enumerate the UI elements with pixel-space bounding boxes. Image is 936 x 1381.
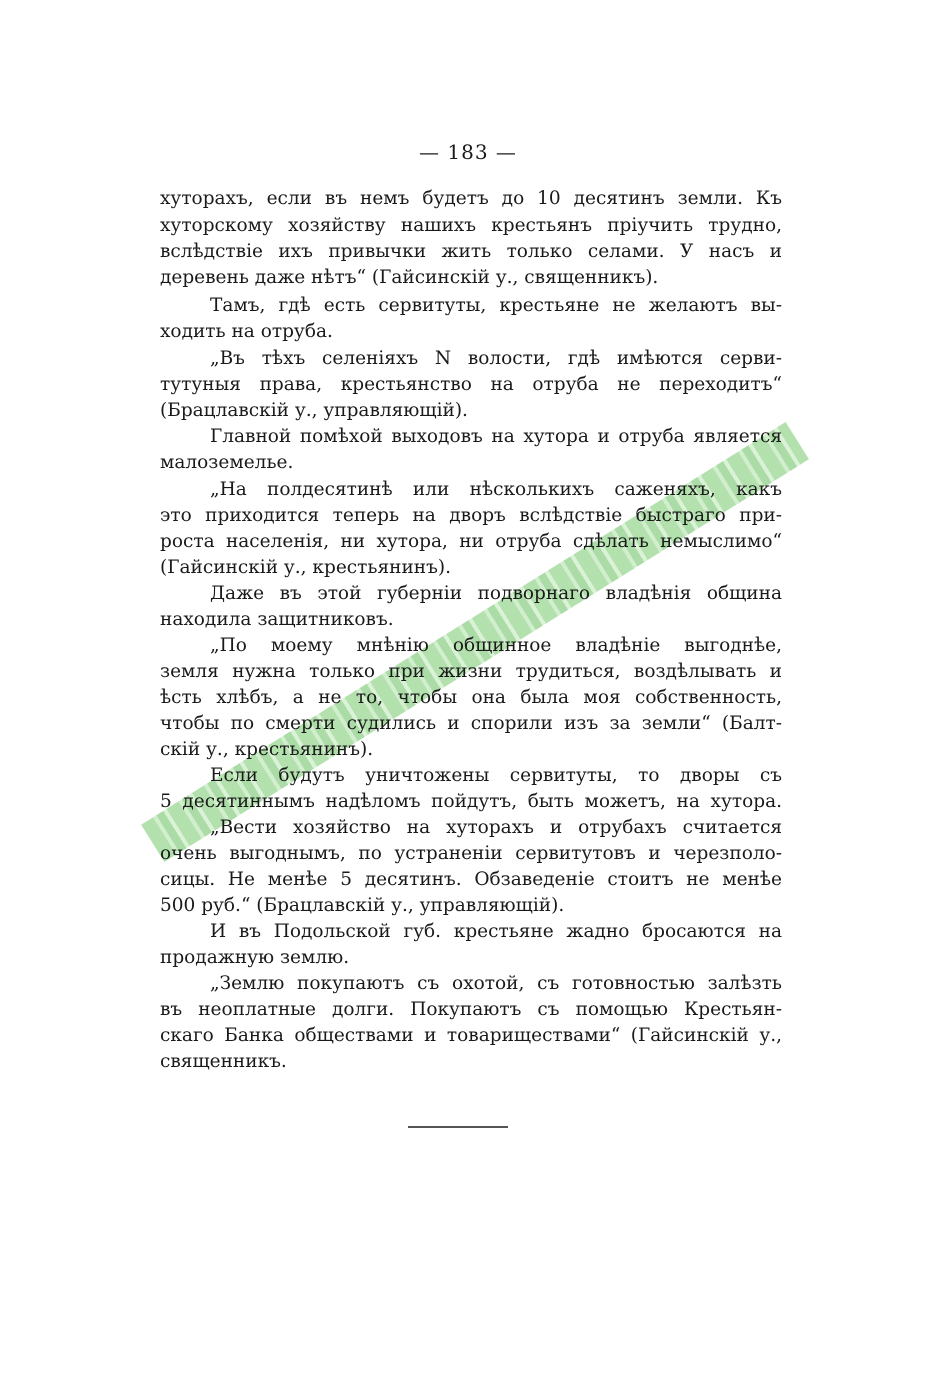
text-line: „По моему мнѣнію общинное владѣніе выгоднѣе, [210, 635, 782, 656]
text-line: „Землю покупаютъ съ охотой, съ готовностью залѣзть [210, 973, 782, 994]
text-line: очень выгоднымъ, по устраненіи сервитутовъ и черезполо- [160, 843, 782, 864]
text-line: земля нужна только при жизни трудиться, воздѣлывать и [160, 661, 782, 682]
text-line: скій у., крестьянинъ). [160, 739, 374, 760]
text-line: (Гайсинскій у., крестьянинъ). [160, 557, 451, 578]
text-line: роста населенія, ни хутора, ни отруба сдѣлать немыслимо“ [160, 531, 782, 552]
text-line: хуторскому хозяйству нашихъ крестьянъ пріучить трудно, [160, 215, 782, 236]
text-line: ходить на отруба. [160, 321, 333, 342]
text-line: 500 руб.“ (Брацлавскій у., управляющій). [160, 895, 565, 916]
text-line: (Брацлавскій у., управляющій). [160, 400, 468, 421]
text-line: „Въ тѣхъ селеніяхъ N волости, гдѣ имѣются серви- [210, 348, 782, 369]
text-line: Тамъ, гдѣ есть сервитуты, крестьяне не желаютъ вы- [210, 295, 782, 316]
text-line: малоземелье. [160, 452, 294, 473]
text-line: священникъ. [160, 1051, 287, 1072]
text-line: тутуныя права, крестьянство на отруба не переходитъ“ [160, 374, 782, 395]
text-line: въ неоплатные долги. Покупаютъ съ помощью Крестьян- [160, 999, 782, 1020]
text-line: „На полдесятинѣ или нѣсколькихъ саженяхъ, какъ [210, 479, 782, 500]
text-line: продажную землю. [160, 947, 350, 968]
text-line: хуторахъ, если въ немъ будетъ до 10 десятинъ земли. Къ [160, 188, 782, 209]
text-line: скаго Банка обществами и товариществами“ (Гайсинскій у., [160, 1025, 782, 1046]
text-line: 5 десятиннымъ надѣломъ пойдутъ, быть можетъ, на хутора. [160, 791, 782, 812]
section-end-rule [408, 1126, 508, 1128]
text-line: ѣсть хлѣбъ, а не то, чтобы она была моя собственность, [160, 687, 782, 708]
page-number: — 183 — [419, 140, 517, 164]
text-line: „Вести хозяйство на хуторахъ и отрубахъ считается [210, 817, 782, 838]
text-line: И въ Подольской губ. крестьяне жадно бросаются на [210, 921, 782, 942]
text-line: чтобы по смерти судились и спорили изъ за земли“ (Балт- [160, 713, 782, 734]
text-line: это приходится теперь на дворъ вслѣдствіе быстраго при- [160, 505, 782, 526]
text-line: вслѣдствіе ихъ привычки жить только селами. У насъ и [160, 241, 782, 262]
text-line: Если будутъ уничтожены сервитуты, то дворы съ [210, 765, 782, 786]
text-line: Даже въ этой губерніи подворнаго владѣнія община [210, 583, 782, 604]
text-line: находила защитниковъ. [160, 609, 394, 630]
text-line: Главной помѣхой выходовъ на хутора и отруба является [210, 426, 782, 447]
text-line: деревень даже нѣтъ“ (Гайсинскій у., священникъ). [160, 267, 659, 288]
text-line: сицы. Не менѣе 5 десятинъ. Обзаведеніе стоитъ не менѣе [160, 869, 782, 890]
